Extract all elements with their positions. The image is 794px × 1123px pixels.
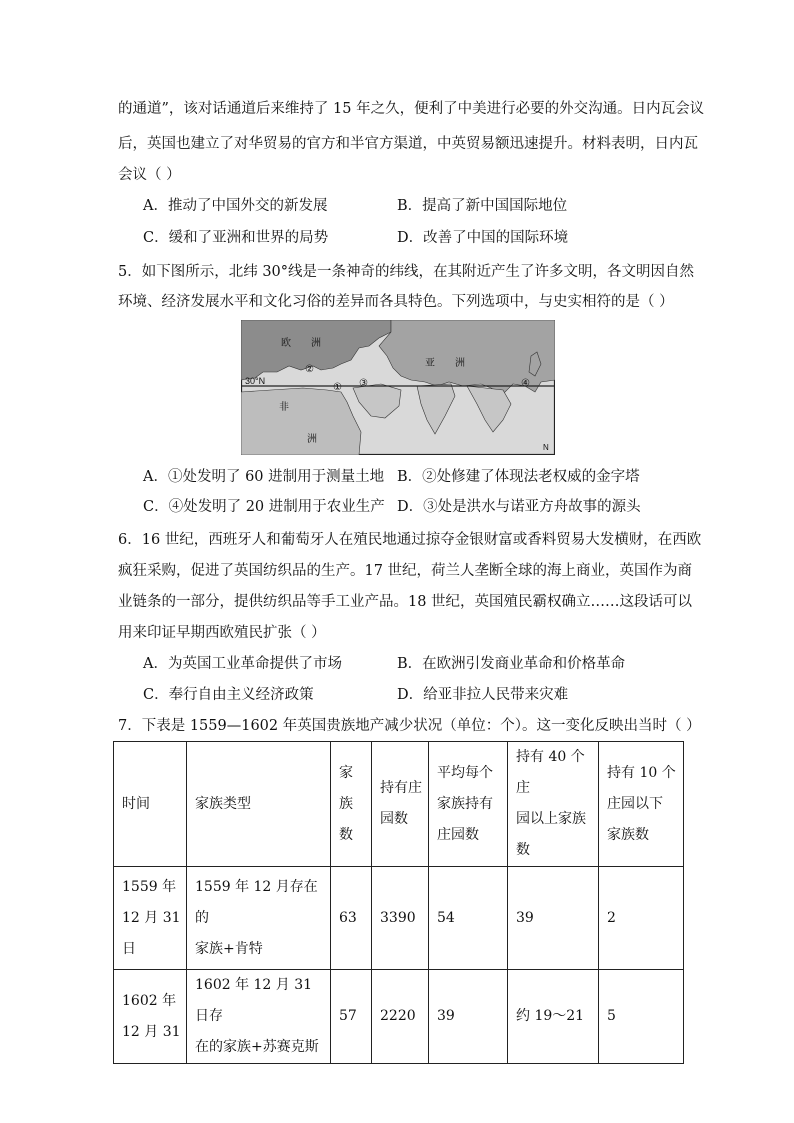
table-row	[114, 970, 684, 1064]
q4-option-d[interactable]: D．改善了中国的国际环境	[397, 230, 569, 246]
header-time: 时间	[114, 742, 187, 867]
table-row	[114, 867, 684, 970]
header-estates: 持有庄 园数	[372, 742, 429, 867]
q4-line-3: 会议（ ）	[118, 167, 181, 183]
north-arrow-icon: N	[543, 443, 549, 452]
q4-option-b[interactable]: B．提高了新中国国际地位	[397, 198, 568, 214]
q5-option-c[interactable]: C．④处发明了 20 进制用于农业生产	[143, 499, 385, 515]
q4-option-a[interactable]: A．推动了中国外交的新发展	[143, 198, 328, 214]
europe-label-2: 洲	[311, 338, 321, 349]
q4-option-c[interactable]: C．缓和了亚洲和世界的局势	[143, 230, 329, 246]
cell-avg: 39	[429, 970, 508, 1064]
cell-under10: 5	[599, 970, 684, 1064]
table-header-row	[114, 742, 684, 867]
cell-under10: 2	[599, 867, 684, 970]
q4-line-1: 的通道”，该对话通道后来维持了 15 年之久，便利了中美进行必要的外交沟通。日内瓦会议	[118, 101, 705, 117]
q7-line: 7．下表是 1559—1602 年英国贵族地产减少状况（单位：个）。这一变化反映出当时（ ）	[118, 718, 701, 734]
cell-over40: 约 19～21	[508, 970, 599, 1064]
header-average: 平均每个 家族持有 庄园数	[429, 742, 508, 867]
header-family-count: 家 族 数	[331, 742, 372, 867]
marker-4: ④	[521, 378, 530, 389]
q5-line-1: 5．如下图所示，北纬 30°线是一条神奇的纬线，在其附近产生了许多文明，各文明因自然	[118, 264, 695, 280]
q6-option-a[interactable]: A．为英国工业革命提供了市场	[143, 656, 342, 672]
q5-option-a[interactable]: A．①处发明了 60 进制用于测量土地	[143, 469, 385, 485]
q6-option-b[interactable]: B．在欧洲引发商业革命和价格革命	[397, 656, 626, 672]
q5-option-d[interactable]: D．③处是洪水与诺亚方舟故事的源头	[397, 499, 641, 515]
header-under-10: 持有 10 个 庄园以下 家族数	[599, 742, 684, 867]
latitude-30-map	[241, 320, 555, 455]
africa-label-1: 非	[279, 402, 289, 413]
marker-1: ①	[333, 382, 342, 393]
header-over-40: 持有 40 个庄 园以上家族 数	[508, 742, 599, 867]
q6-option-c[interactable]: C．奉行自由主义经济政策	[143, 687, 314, 703]
q5-line-2: 环境、经济发展水平和文化习俗的差异而各具特色。下列选项中，与史实相符的是（ ）	[118, 294, 674, 310]
cell-over40: 39	[508, 867, 599, 970]
nobility-estate-table	[113, 741, 684, 1064]
q6-line-4: 用来印证早期西欧殖民扩张（ ）	[118, 625, 326, 641]
asia-label-2: 洲	[455, 358, 465, 369]
cell-count: 63	[331, 867, 372, 970]
marker-3: ③	[359, 378, 368, 389]
cell-count: 57	[331, 970, 372, 1064]
cell-estates: 2220	[372, 970, 429, 1064]
q6-line-2: 疯狂采购，促进了英国纺织品的生产。17 世纪，荷兰人垄断全球的海上商业，英国作为商	[118, 563, 693, 579]
latitude-label: 30°N	[245, 376, 266, 386]
q4-line-2: 后，英国也建立了对华贸易的官方和半官方渠道，中英贸易额迅速提升。材料表明，日内瓦	[118, 136, 698, 152]
asia-label-1: 亚	[425, 358, 435, 369]
cell-estates: 3390	[372, 867, 429, 970]
cell-type: 1602 年 12 月 31 日存 在的家族+苏赛克斯	[187, 970, 331, 1064]
africa-label-2: 洲	[307, 434, 317, 445]
africa-landmass	[241, 388, 361, 455]
q6-line-1: 6．16 世纪，西班牙人和葡萄牙人在殖民地通过掠夺金银财富或香料贸易大发横财，在西欧	[118, 532, 702, 548]
cell-time: 1602 年 12 月 31	[114, 970, 187, 1064]
q6-line-3: 业链条的一部分，提供纺织品等手工业产品。18 世纪，英国殖民霸权确立……这段话可以	[118, 594, 693, 610]
q6-option-d[interactable]: D．给亚非拉人民带来灾难	[397, 687, 569, 703]
cell-type: 1559 年 12 月存在的 家族+肯特	[187, 867, 331, 970]
header-family-type: 家族类型	[187, 742, 331, 867]
marker-2: ②	[305, 364, 314, 375]
cell-avg: 54	[429, 867, 508, 970]
cell-time: 1559 年 12 月 31 日	[114, 867, 187, 970]
europe-label-1: 欧	[281, 338, 291, 349]
q5-option-b[interactable]: B．②处修建了体现法老权威的金字塔	[397, 469, 640, 485]
